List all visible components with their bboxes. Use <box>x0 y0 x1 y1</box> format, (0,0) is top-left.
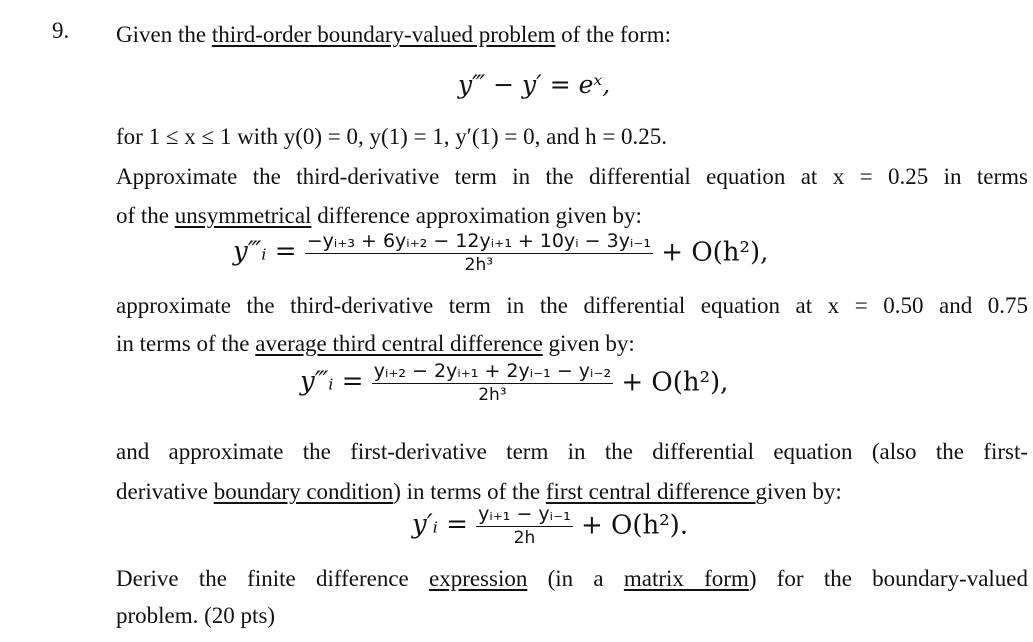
eq3-denominator: 2h <box>513 528 536 548</box>
intro-line <box>116 21 1028 49</box>
eq3-fraction <box>476 503 573 548</box>
eq3-lhs: y′ᵢ = <box>412 509 468 540</box>
conditions-line: for 1 ≤ x ≤ 1 with y(0) = 0, y(1) = 1, y′(1) = 0, and h = 0.25. <box>116 124 668 149</box>
part3-text-mid: ) in terms of the <box>393 479 546 504</box>
eq1-tail: + O(h²), <box>661 237 769 268</box>
eq1-numerator: −yᵢ₊₃ + 6yᵢ₊₂ − 12yᵢ₊₁ + 10yᵢ − 3yᵢ₋₁ <box>306 230 651 252</box>
part3-text-end: given by: <box>755 479 842 504</box>
eq3-numerator: yᵢ₊₁ − yᵢ₋₁ <box>478 503 571 525</box>
eq2-numerator: yᵢ₊₂ − 2yᵢ₊₁ + 2yᵢ₋₁ − yᵢ₋₂ <box>373 360 612 382</box>
eq1-fraction <box>305 230 653 275</box>
eq1-denominator: 2h³ <box>464 255 494 275</box>
part3-line1: and approximate the first-derivative term in the differential equation (also the first- <box>116 439 1028 464</box>
eq2-fraction <box>372 360 613 405</box>
part2-text: in terms of the <box>116 331 256 356</box>
eq3-tail: + O(h²). <box>580 510 689 541</box>
eq1-lhs: y‴ᵢ = <box>233 236 297 267</box>
equation-average-central <box>300 360 728 405</box>
part1-text-end: difference approximation given by: <box>311 203 642 228</box>
part3-line2 <box>116 478 1028 506</box>
part2-term-underlined: average third central difference <box>255 331 543 356</box>
equation-first-central <box>412 503 688 548</box>
part4-line2: problem. (20 pts) <box>116 603 276 628</box>
part4-text-end: ) for the boundary-valued <box>748 566 1029 591</box>
eq2-denominator: 2h³ <box>478 385 507 405</box>
part4-text-mid: (in a <box>527 566 624 591</box>
eq2-tail: + O(h²), <box>621 367 729 398</box>
intro-term-underlined: third-order boundary-valued problem <box>211 22 556 47</box>
part4-text: Derive the finite difference <box>116 566 429 591</box>
part1-term-underlined: unsymmetrical <box>174 203 312 228</box>
part3-text: derivative <box>116 479 214 504</box>
part1-line1: Approximate the third-derivative term in the differential equation at x = 0.25 in terms <box>116 164 1028 189</box>
eq2-lhs: y‴ᵢ = <box>300 366 364 397</box>
main-equation: y‴ − y′ = eˣ, <box>458 70 611 99</box>
part4-term-underlined-2: matrix form <box>623 566 749 591</box>
part2-line1: approximate the third-derivative term in the differential equation at x = 0.50 and 0.75 <box>116 293 1028 318</box>
problem-number: 9. <box>52 18 70 43</box>
part3-term-underlined-1: boundary condition <box>213 479 394 504</box>
equation-unsymmetrical <box>233 230 768 275</box>
part2-text-end: given by: <box>542 331 635 356</box>
part4-line1 <box>116 565 1028 593</box>
part4-term-underlined-1: expression <box>428 566 528 591</box>
intro-text-end: of the form: <box>555 22 672 47</box>
part1-line2 <box>116 202 1028 230</box>
part2-line2 <box>116 330 1028 358</box>
part1-text: of the <box>116 203 175 228</box>
intro-text: Given the <box>116 22 212 47</box>
part3-term-underlined-2: first central difference <box>545 479 756 504</box>
